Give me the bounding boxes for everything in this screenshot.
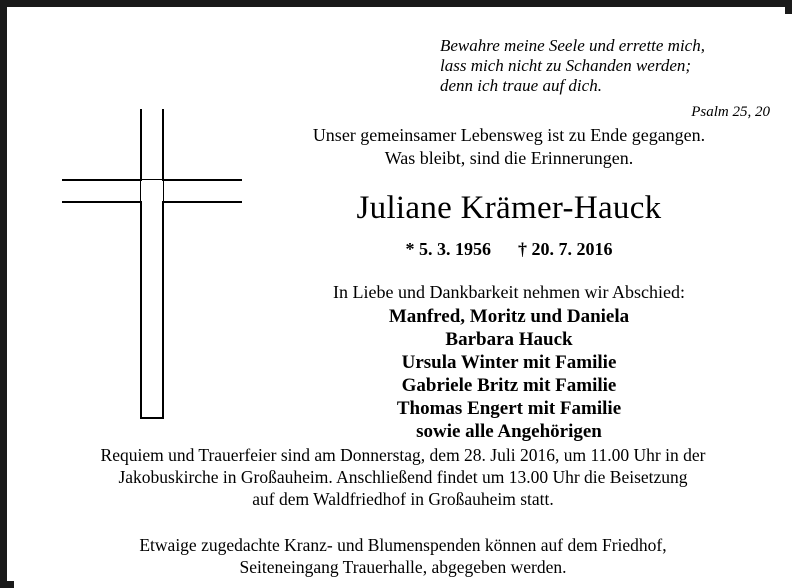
service-details — [44, 444, 762, 510]
bottom-text-block — [44, 444, 762, 578]
cross-vertical-edge-upper-right — [162, 109, 164, 181]
flowers-line-2: Seiteneingang Trauerhalle, abgegeben werden. — [239, 557, 567, 577]
deceased-name: Juliane Krämer-Hauck — [356, 190, 662, 226]
scripture-verse — [440, 36, 770, 122]
verse-line-1: Bewahre meine Seele und errette mich, — [440, 36, 705, 55]
cross-vertical-bar — [140, 109, 164, 419]
service-line-1: Requiem und Trauerfeier sind am Donnerstag, dem 28. Juli 2016, um 11.00 Uhr in der — [100, 445, 706, 465]
cross-joint-mask-vertical — [141, 181, 163, 201]
birth-date: * 5. 3. 1956 — [405, 239, 491, 259]
cross-vertical-edge-upper-left — [140, 109, 142, 181]
cross-vertical-edge-lower-left — [140, 201, 142, 419]
intro-text — [244, 124, 774, 170]
main-text-column — [244, 124, 774, 443]
mourner-line-2: Barbara Hauck — [445, 329, 573, 350]
intro-line-1: Unser gemeinsamer Lebensweg ist zu Ende gegangen. — [312, 125, 706, 145]
cross-icon — [62, 109, 247, 429]
farewell-heading: In Liebe und Dankbarkeit nehmen wir Abschied: — [333, 282, 685, 302]
intro-line-2: Was bleibt, sind die Erinnerungen. — [384, 148, 634, 168]
mourner-line-5: Thomas Engert mit Familie — [396, 398, 622, 419]
cross-bottom-edge — [140, 417, 164, 419]
mourners-list — [244, 305, 774, 443]
verse-line-3: denn ich traue auf dich. — [440, 76, 602, 95]
service-line-3: auf dem Waldfriedhof in Großauheim statt. — [252, 489, 554, 509]
mourner-line-6: sowie alle Angehörigen — [416, 421, 602, 442]
cross-vertical-edge-lower-right — [162, 201, 164, 419]
verse-line-2: lass mich nicht zu Schanden werden; — [440, 56, 692, 75]
mourner-line-1: Manfred, Moritz und Daniela — [388, 306, 630, 327]
mourner-line-3: Ursula Winter mit Familie — [401, 352, 617, 373]
flowers-line-1: Etwaige zugedachte Kranz- und Blumenspenden können auf dem Friedhof, — [139, 535, 667, 555]
life-dates — [244, 239, 774, 260]
flower-donations — [44, 534, 762, 578]
notice-inner — [14, 14, 792, 588]
mourner-line-4: Gabriele Britz mit Familie — [401, 375, 617, 396]
service-line-2: Jakobuskirche in Großauheim. Anschließend findet um 13.00 Uhr die Beisetzung — [118, 467, 688, 487]
verse-source: Psalm 25, 20 — [691, 104, 770, 120]
death-date: † 20. 7. 2016 — [518, 239, 613, 259]
